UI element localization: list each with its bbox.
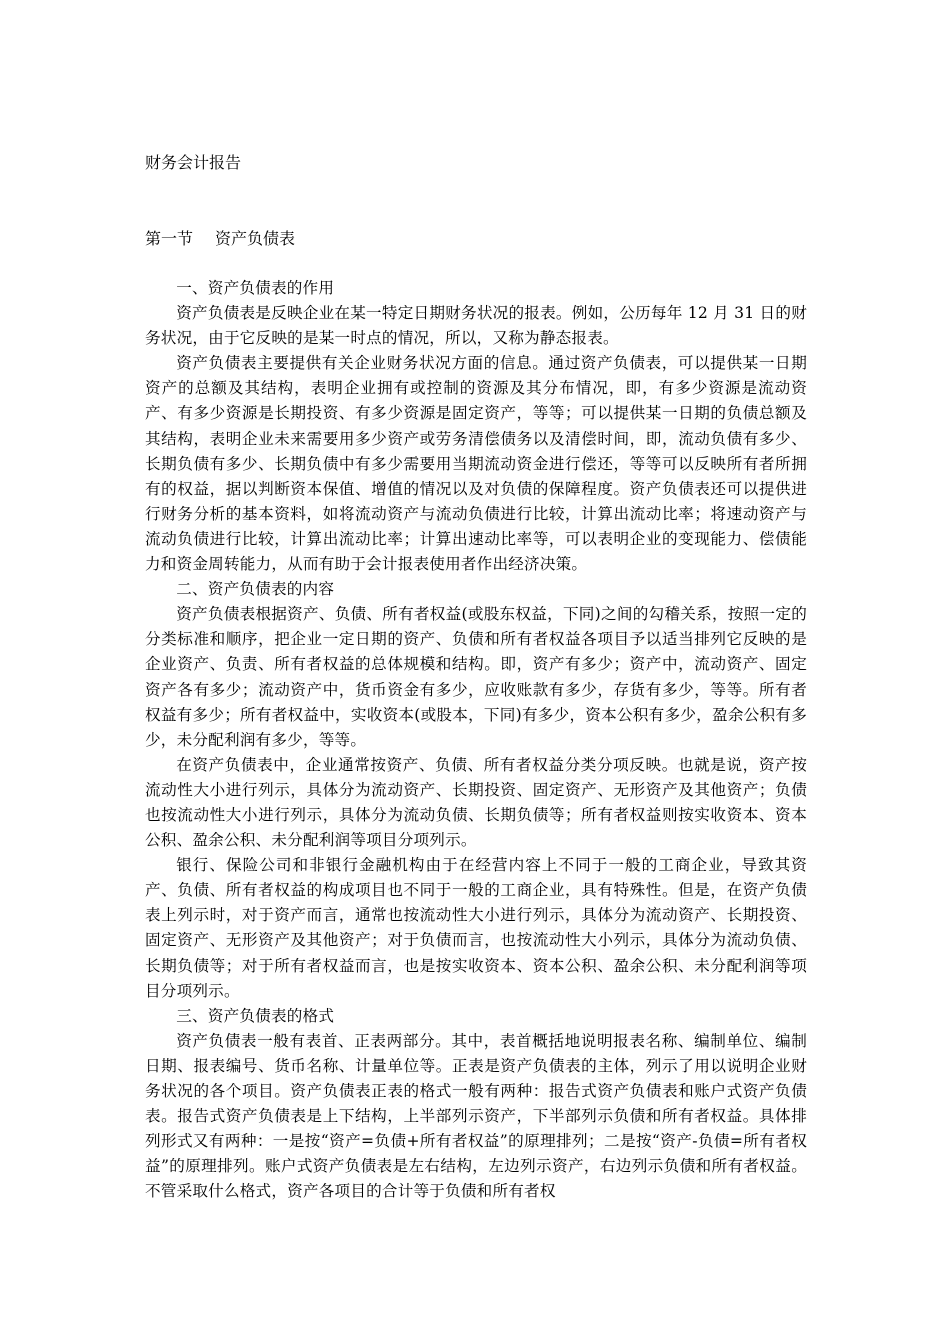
document-body bbox=[145, 276, 807, 1204]
subheading-purpose: 一、资产负债表的作用 bbox=[176, 279, 335, 297]
section-name: 资产负债表 bbox=[215, 229, 296, 248]
paragraph: 资产负债表根据资产、负债、所有者权益(或股东权益，下同)之间的勾稽关系，按照一定的分类标准和顺序，把企业一定日期的资产、负债和所有者权益各项目予以适当排列它反映的是企业资产、负责、所有者权益的总体规模和结构。即，资产有多少；资产中，流动资产、固定资产各有多少；流动资产中，货币资金有多少，应收账款有多少，存货有多少，等等。所有者权益有多少；所有者权益中，实收资本(或股本，下同)有多少，资本公积有多少，盈余公积有多少，未分配利润有多少，等等。 bbox=[145, 605, 807, 749]
paragraph: 资产负债表一般有表首、正表两部分。其中，表首概括地说明报表名称、编制单位、编制日期、报表编号、货币名称、计量单位等。正表是资产负债表的主体，列示了用以说明企业财务状况的各个项目。资产负债表正表的格式一般有两种：报告式资产负债表和账户式资产负债表。报告式资产负债表是上下结构，上半部列示资产，下半部列示负债和所有者权益。具体排列形式又有两种：一是按“资产=负债+所有者权益”的原理排列；二是按“资产-负债=所有者权益”的原理排列。账户式资产负债表是左右结构，左边列示资产，右边列示负债和所有者权益。不管采取什么格式，资产各项目的合计等于负债和所有者权 bbox=[145, 1031, 807, 1201]
paragraph: 在资产负债表中，企业通常按资产、负债、所有者权益分类分项反映。也就是说，资产按流动性大小进行列示，具体分为流动资产、长期投资、固定资产、无形资产及其他资产；负债也按流动性大小进行列示，具体分为流动负债、长期负债等；所有者权益则按实收资本、资本公积、盈余公积、未分配利润等项目分项列示。 bbox=[145, 755, 807, 850]
paragraph: 银行、保险公司和非银行金融机构由于在经营内容上不同于一般的工商企业，导致其资产、负债、所有者权益的构成项目也不同于一般的工商企业，具有特殊性。但是，在资产负债表上列示时，对于资产而言，通常也按流动性大小进行列示，具体分为流动资产、长期投资、固定资产、无形资产及其他资产；对于负债而言，也按流动性大小列示，具体分为流动负债、长期负债等；对于所有者权益而言，也是按实收资本、资本公积、盈余公积、未分配利润等项目分项列示。 bbox=[145, 856, 807, 1000]
paragraph: 资产负债表是反映企业在某一特定日期财务状况的报表。例如，公历每年 12 月 31 日的财务状况，由于它反映的是某一时点的情况，所以，又称为静态报表。 bbox=[145, 304, 807, 348]
subheading-content: 二、资产负债表的内容 bbox=[176, 580, 335, 599]
subheading-format: 三、资产负债表的格式 bbox=[176, 1006, 335, 1025]
section-title bbox=[145, 227, 295, 251]
section-number: 第一节 bbox=[145, 229, 194, 248]
document-title: 财务会计报告 bbox=[145, 153, 242, 172]
paragraph: 资产负债表主要提供有关企业财务状况方面的信息。通过资产负债表，可以提供某一日期资产的总额及其结构，表明企业拥有或控制的资源及其分布情况，即，有多少资源是流动资产、有多少资源是长期投资、有多少资源是固定资产，等等；可以提供某一日期的负债总额及其结构，表明企业未来需要用多少资产或劳务清偿债务以及清偿时间，即，流动负债有多少、长期负债有多少、长期负债中有多少需要用当期流动资金进行偿还，等等可以反映所有者所拥有的权益，据以判断资本保值、增值的情况以及对负债的保障程度。资产负债表还可以提供进行财务分析的基本资料，如将流动资产与流动负债进行比较，计算出流动比率；将速动资产与流动负债进行比较，计算出流动比率；计算出速动比率等，可以表明企业的变现能力、偿债能力和资金周转能力，从而有助于会计报表使用者作出经济决策。 bbox=[145, 354, 807, 574]
